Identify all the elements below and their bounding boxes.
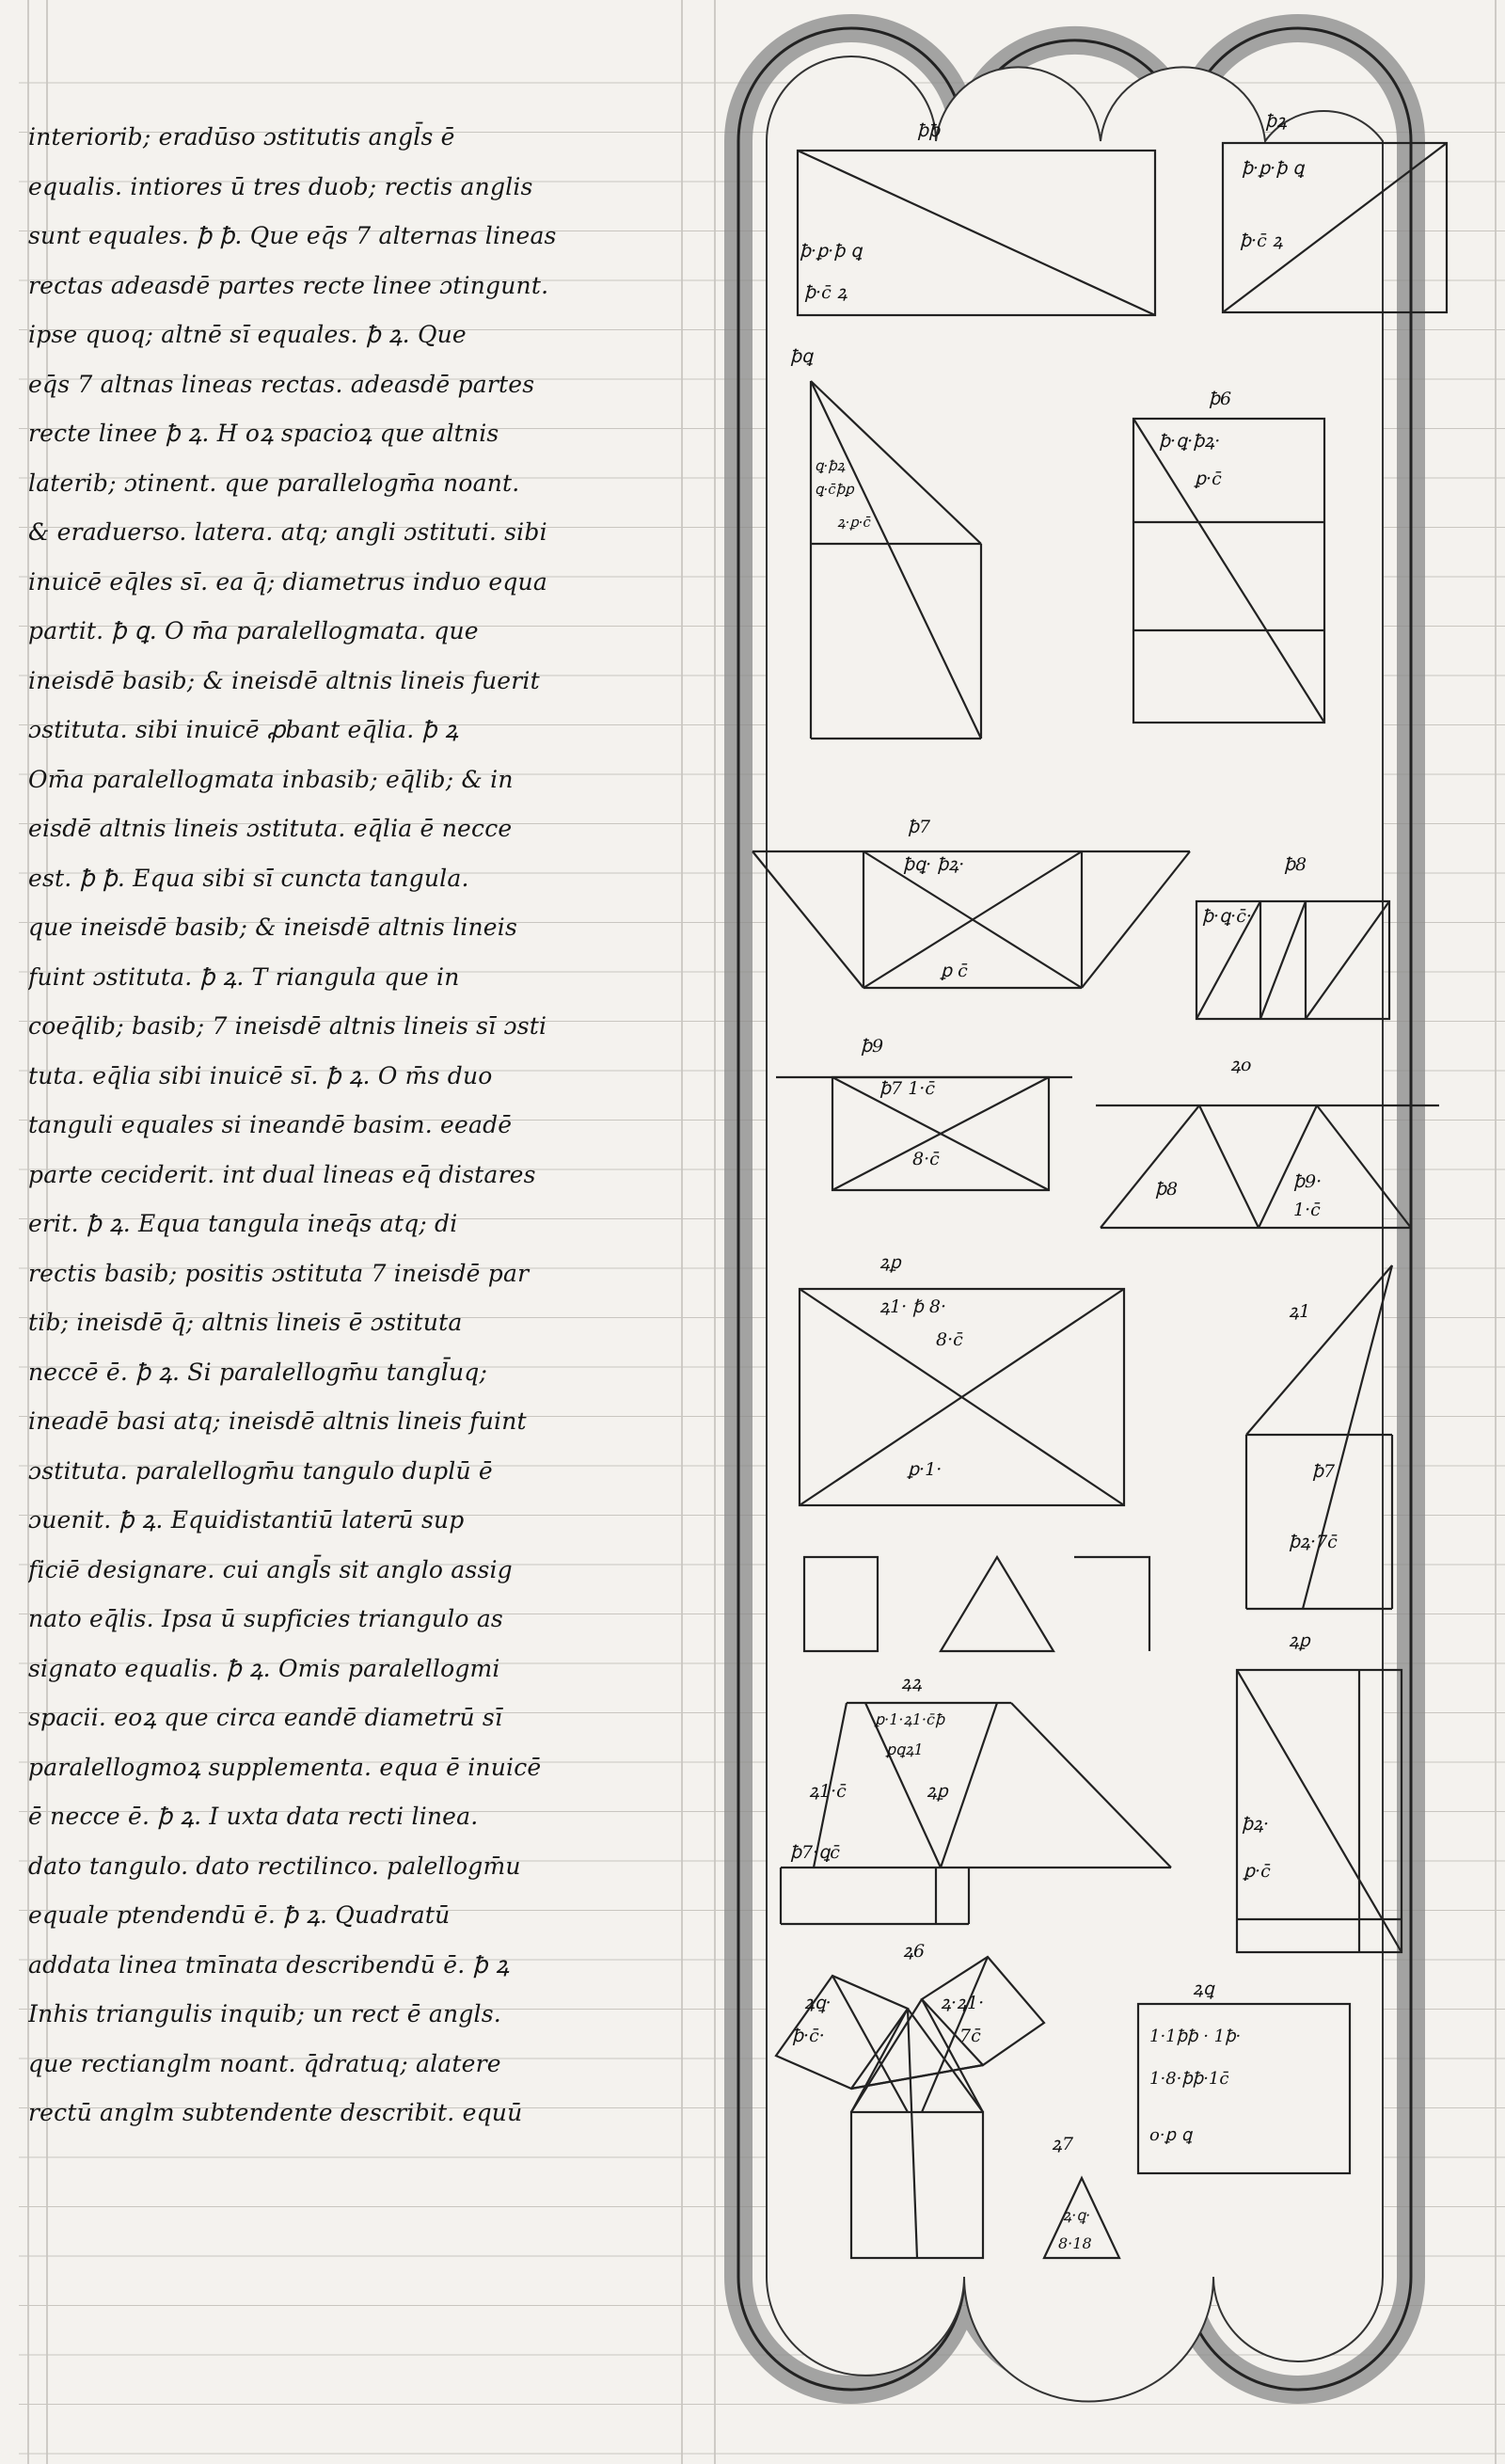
- label-prop-47-b: 8·18: [1058, 2234, 1092, 2252]
- text-line: parte ceciderit. int dual lineas eq̄ distares: [28, 1160, 536, 1188]
- text-line: ipse quoq; altnē sī equales. ꝥ ꝝ. Que: [28, 321, 467, 348]
- label-prop-42-a: ꝥꝝ·: [1242, 1814, 1270, 1835]
- text-line: interiorib; eradūso ɔstitutis angl̄s ē: [28, 123, 455, 151]
- label-prop-37-a: ꝥꝗ· ꝥꝝ·: [903, 854, 965, 875]
- text-line: eisdē altnis lineis ɔstituta. eq̄lia ē necce: [28, 815, 513, 842]
- label-prop-39: ꝥ9: [861, 1036, 884, 1057]
- text-line: erit. ꝥ ꝝ. Equa tangula ineq̄s atq; di: [28, 1210, 458, 1237]
- label-prop-49-c: o·ꝑ ꝗ: [1149, 2125, 1193, 2145]
- text-line: inuicē eq̄les sī. ea q̄; diametrus induo equa: [28, 567, 547, 596]
- text-line: rectis basib; positis ɔstituta 7 ineisdē par: [28, 1259, 530, 1287]
- label-prop-41a-b: 8·c̄: [936, 1329, 963, 1350]
- label-prop-42: ꝝꝑ: [1289, 1630, 1310, 1651]
- label-prop-47-a: ꝝ·ꝗ·: [1063, 2206, 1091, 2224]
- text-line: neccē ē. ꝥ ꝝ. Si paralellogm̄u tangl̄uq;: [28, 1358, 488, 1386]
- label-prop-40-b: ꝥ9·: [1293, 1171, 1323, 1192]
- label-prop-43-e: ꝥ7·ꝗc̄: [790, 1842, 840, 1863]
- text-line: ɔuenit. ꝥ ꝝ. Equidistantiū laterū sup: [28, 1506, 465, 1534]
- label-prop-37: ꝥ7: [908, 817, 931, 837]
- text-line: Inhis triangulis inquib; un rect ē angls.: [28, 2000, 501, 2027]
- text-line: addata linea tmīnata describendū ē. ꝥ ꝝ: [28, 1950, 510, 1979]
- text-line: ficiē designare. cui angl̄s sit anglo assig: [28, 1555, 513, 1583]
- text-line: rectas adeasdē partes recte linee ɔtingunt.: [28, 271, 549, 299]
- text-line: nato eq̄lis. Ipsa ū supficies triangulo as: [28, 1605, 503, 1632]
- label-prop-41a-c: ꝑ·1·: [908, 1459, 943, 1480]
- label-prop-38-a: ꝥ·ꝗ·c̄·: [1202, 906, 1252, 927]
- label-prop-49: ꝝꝗ: [1193, 1979, 1214, 1999]
- label-prop-40-a: ꝥ8: [1155, 1179, 1179, 1200]
- text-line: signato equalis. ꝥ ꝝ. Omis paralellogmi: [28, 1654, 500, 1682]
- text-line: tib; ineisdē q̄; altnis lineis ē ɔstituta: [28, 1309, 463, 1336]
- label-prop-46-d: 7c̄: [959, 2026, 981, 2046]
- text-line: ɔstituta. sibi inuicē ꝓbant eq̄lia. ꝥ ꝝ: [28, 716, 459, 743]
- label-prop-49-b: 1·8·ꝥꝥ·1c̄: [1149, 2069, 1229, 2089]
- text-line: laterib; ɔtinent. que parallelogm̄a noant.: [28, 469, 520, 497]
- label-prop-43-b: ꝑꝗꝝ1: [886, 1741, 924, 1758]
- text-line: ē necce ē. ꝥ ꝝ. I uxta data recti linea.: [28, 1803, 479, 1830]
- text-line: tanguli equales si ineandē basim. eeadē: [28, 1111, 513, 1138]
- text-line: dato tangulo. dato rectilinco. palellogm̄u: [28, 1852, 521, 1880]
- text-line: partit. ꝥ ꝗ. O m̄a paralellogmata. que: [28, 617, 479, 644]
- label-prop-47: ꝝ7: [1052, 2134, 1074, 2154]
- text-line: est. ꝥ ꝥ. Equa sibi sī cuncta tangula.: [28, 864, 469, 892]
- label-prop-49-a: 1·1ꝥꝥ · 1ꝥ·: [1149, 2027, 1242, 2046]
- text-line: ineadē basi atq; ineisdē altnis lineis fuint: [28, 1407, 527, 1435]
- label-prop-38: ꝥ8: [1284, 854, 1307, 875]
- text-line: recte linee ꝥ ꝝ. H oꝝ spacioꝝ que altnis: [28, 420, 499, 447]
- text-line: coeq̄lib; basib; 7 ineisdē altnis lineis sī ɔsti: [28, 1012, 547, 1040]
- label-prop-46-b: ꝥ·c̄·: [792, 2026, 825, 2046]
- label-prop-43-a: ꝑ·1·ꝝ1·c̄ꝥ: [875, 1710, 945, 1728]
- label-prop-34-a: ꝥ·ꝑ·ꝥ ꝗ: [1242, 158, 1305, 179]
- label-prop-33-b: ꝥ·c̄ ꝝ: [804, 282, 848, 303]
- label-prop-41-b: ꝥꝝ·7c̄: [1289, 1532, 1338, 1552]
- label-prop-39-b: 8·c̄: [912, 1149, 940, 1169]
- text-line: fuint ɔstituta. ꝥ ꝝ. T riangula que in: [28, 962, 460, 991]
- text-line: paralellogmoꝝ supplementa. equa ē inuicē: [28, 1753, 542, 1781]
- label-prop-41a: ꝝꝑ: [879, 1252, 901, 1273]
- text-line: Om̄a paralellogmata inbasib; eq̄lib; & in: [28, 765, 514, 793]
- text-line: que ineisdē basib; & ineisdē altnis lineis: [28, 914, 518, 941]
- text-line: & eraduerso. latera. atq; angli ɔstituti. sibi: [28, 518, 547, 546]
- text-line: equale ptendendū ē. ꝥ ꝝ. Quadratū: [28, 1901, 451, 1929]
- label-prop-40-c: 1·c̄: [1293, 1200, 1321, 1220]
- label-prop-46-c: ꝝ·ꝝ1·: [941, 1993, 985, 2013]
- label-prop-41a-a: ꝝ1· ꝥ 8·: [879, 1296, 947, 1317]
- label-prop-35-a: ꝗ·ꝥꝝ: [815, 457, 846, 474]
- label-prop-35: ꝥꝗ: [790, 346, 814, 367]
- text-line: que rectianglm noant. q̄dratuq; alatere: [28, 2049, 501, 2077]
- text-line: equalis. intiores ū tres duob; rectis anglis: [28, 172, 533, 200]
- text-line: tuta. eq̄lia sibi inuicē sī. ꝥ ꝝ. O m̄s duo: [28, 1061, 493, 1089]
- label-prop-33: ꝥꝥ: [917, 120, 941, 141]
- label-prop-46: ꝝ6: [903, 1941, 926, 1962]
- label-prop-34-b: ꝥ·c̄ ꝝ: [1240, 231, 1283, 251]
- text-line: sunt equales. ꝥ ꝥ. Que eq̄s 7 alternas lineas: [28, 222, 557, 249]
- label-prop-36-a: ꝥ·ꝗ·ꝥꝝ·: [1159, 431, 1221, 452]
- text-line: ineisdē basib; & ineisdē altnis lineis fuerit: [28, 666, 540, 694]
- label-prop-42-b: ꝑ·c̄: [1244, 1861, 1271, 1882]
- label-prop-43-c: ꝝ1·c̄: [809, 1781, 847, 1802]
- label-prop-43-d: ꝝꝑ: [927, 1781, 948, 1802]
- label-prop-46-a: ꝝꝗ·: [804, 1993, 832, 2013]
- text-line: spacii. eoꝝ que circa eandē diametrū sī: [28, 1704, 503, 1731]
- label-prop-41: ꝝ1: [1289, 1301, 1311, 1322]
- label-prop-36: ꝥ6: [1209, 389, 1232, 409]
- label-prop-40: ꝝo: [1230, 1055, 1252, 1075]
- label-prop-34: ꝥꝝ: [1265, 111, 1288, 132]
- label-prop-35-c: ꝝ·ꝑ·c̄: [837, 514, 871, 531]
- label-prop-36-b: ꝑ·c̄: [1195, 469, 1222, 489]
- label-prop-39-a: ꝥ7 1·c̄: [879, 1078, 935, 1099]
- text-line: ɔstituta. paralellogm̄u tangulo duplū ē: [28, 1456, 493, 1485]
- label-prop-43: ꝝꝝ: [901, 1673, 922, 1693]
- label-prop-35-b: ꝗ·c̄ꝥꝑ: [815, 481, 854, 498]
- label-prop-37-b: ꝑ c̄: [941, 961, 968, 981]
- text-line: rectū anglm subtendente describit. equū: [28, 2099, 523, 2126]
- label-prop-41-a: ꝥ7: [1312, 1461, 1336, 1482]
- label-prop-33-a: ꝥ·ꝑ·ꝥ ꝗ: [800, 241, 863, 262]
- text-line: eq̄s 7 altnas lineas rectas. adeasdē partes: [28, 370, 535, 398]
